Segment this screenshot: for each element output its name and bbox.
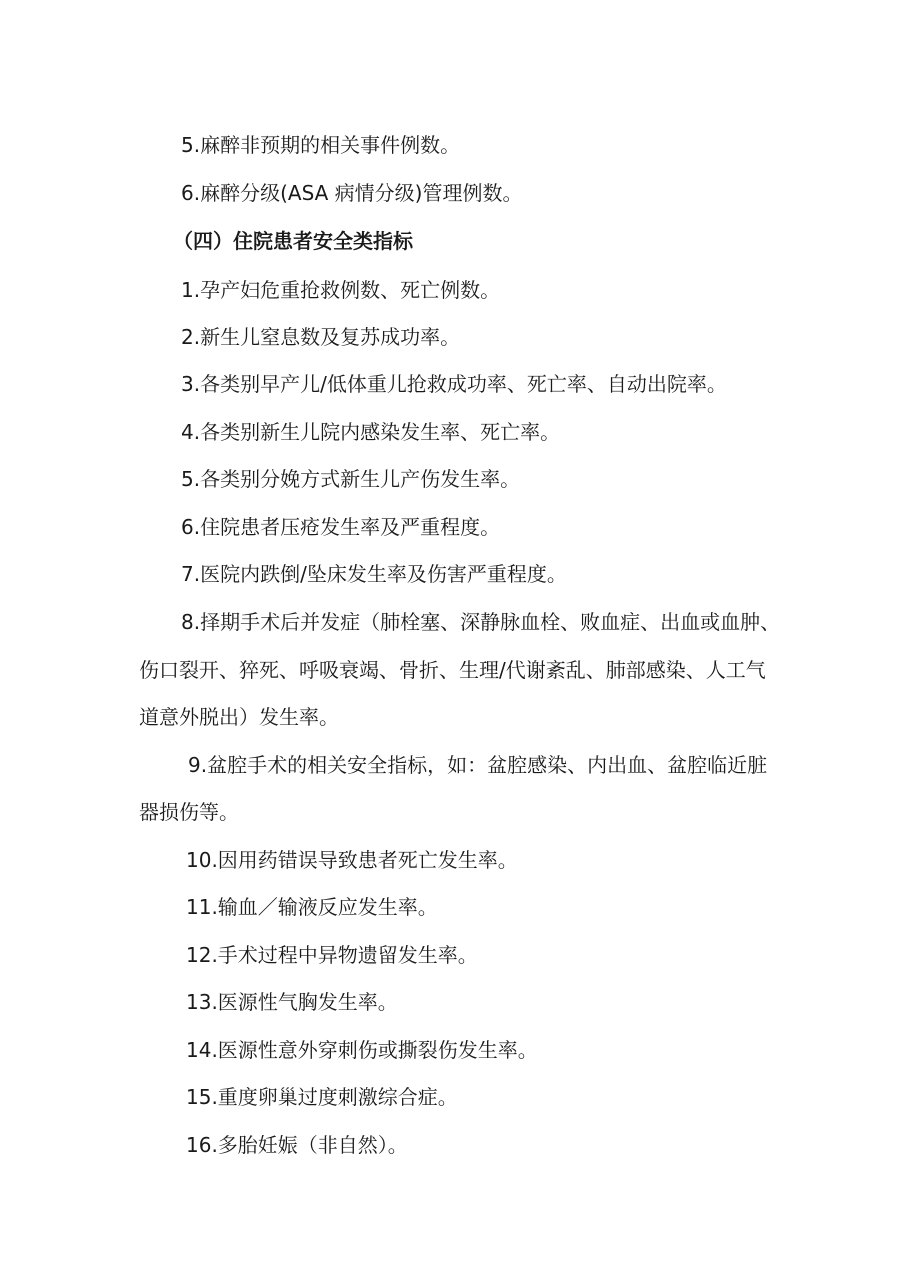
- item-anesthesia-unexpected-events: 5.麻醉非预期的相关事件例数。: [181, 133, 461, 157]
- item-pressure-ulcer: 6.住院患者压疮发生率及严重程度。: [181, 515, 501, 539]
- item-postop-complications-line3: 道意外脱出）发生率。: [139, 705, 339, 729]
- section-heading-inpatient-safety: （四）住院患者安全类指标: [173, 229, 413, 253]
- item-ovarian-hyperstimulation: 15.重度卵巢过度刺激综合症。: [186, 1085, 458, 1109]
- item-pelvic-surgery-line1: 9.盆腔手术的相关安全指标，如：盆腔感染、内出血、盆腔临近脏: [188, 753, 768, 777]
- item-postop-complications-line1: 8.择期手术后并发症（肺栓塞、深静脉血栓、败血症、出血或血肿、: [181, 610, 781, 634]
- item-iatrogenic-puncture: 14.医源性意外穿刺伤或撕裂伤发生率。: [186, 1038, 538, 1062]
- item-medication-error: 10.因用药错误导致患者死亡发生率。: [186, 848, 518, 872]
- item-iatrogenic-pneumothorax: 13.医源性气胸发生率。: [186, 990, 398, 1014]
- item-fall-rate: 7.医院内跌倒/坠床发生率及伤害严重程度。: [181, 562, 567, 586]
- item-retained-foreign-body: 12.手术过程中异物遗留发生率。: [186, 943, 478, 967]
- item-birth-injury: 5.各类别分娩方式新生儿产伤发生率。: [181, 467, 521, 491]
- item-neonatal-infection: 4.各类别新生儿院内感染发生率、死亡率。: [181, 420, 561, 444]
- item-anesthesia-asa-grading: 6.麻醉分级(ASA 病情分级)管理例数。: [181, 181, 523, 205]
- item-neonatal-asphyxia: 2.新生儿窒息数及复苏成功率。: [181, 325, 461, 349]
- item-pelvic-surgery-line2: 器损伤等。: [139, 800, 239, 824]
- item-premature-rescue: 3.各类别早产儿/低体重儿抢救成功率、死亡率、自动出院率。: [181, 372, 727, 396]
- item-postop-complications-line2: 伤口裂开、猝死、呼吸衰竭、骨折、生理/代谢紊乱、肺部感染、人工气: [139, 658, 766, 682]
- item-multiple-pregnancy: 16.多胎妊娠（非自然）。: [186, 1133, 408, 1157]
- item-transfusion-reaction: 11.输血／输液反应发生率。: [186, 895, 438, 919]
- item-maternal-critical-rescue: 1.孕产妇危重抢救例数、死亡例数。: [181, 278, 501, 302]
